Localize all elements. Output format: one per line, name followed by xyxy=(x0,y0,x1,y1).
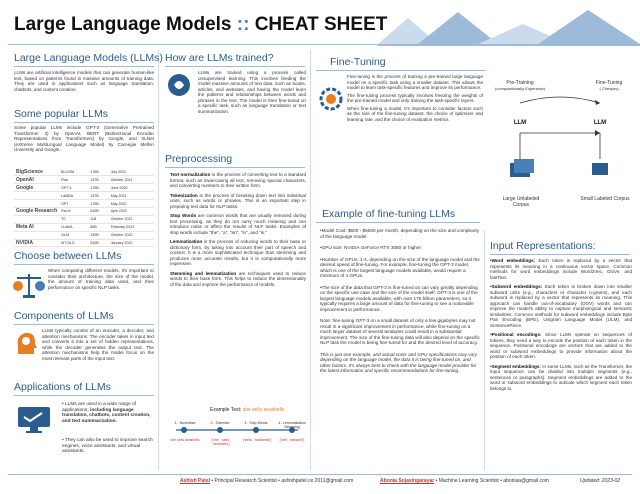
table-cell-org: Google xyxy=(14,184,59,192)
heading-underline xyxy=(490,254,630,255)
table-row xyxy=(14,192,154,200)
llm-right: LLM xyxy=(593,120,607,126)
author-2-link[interactable]: Abonia Sojasingarayar xyxy=(380,478,435,484)
popular-heading: Some popular LLMs xyxy=(14,108,108,120)
preprocessing-heading: Preprocessing xyxy=(165,153,233,165)
table-cell-org: NVIDIA xyxy=(14,239,59,247)
representations-heading: Input Representations: xyxy=(490,240,596,252)
table-cell-date: April 2022 xyxy=(109,207,154,215)
table-cell-model: GLM xyxy=(59,231,88,239)
heading-underline xyxy=(14,395,154,396)
table-cell-model: MT-NLG xyxy=(59,239,88,247)
step-4-value: ['sell', 'seashell'] xyxy=(279,438,305,442)
table-row xyxy=(14,231,154,239)
preprocessing-items xyxy=(170,172,306,287)
heading-underline xyxy=(14,122,154,123)
pre-item-2: Stop Words are common words that are usually removed during text processing, as they do not carry much meaning and can introduce noise or affect the results of NLP tasks. Examples of stop words include "the", "a", "an", "in", and "is." xyxy=(170,213,306,235)
table-cell-model: GPT-3 xyxy=(59,184,88,192)
rep-item-3: •Segment embeddings: In some LLMs, such as the Transformer, the input sequence can be divided into multiple segments (e.g., sentences or paragraphs). Segment embeddings are added to the word or subword embeddings to indicate which segment each token belongs to. xyxy=(490,363,632,391)
choose-body: When comparing different models, it's important to consider their architecture, the size of the model, the amount of training data used, and their performance on specific NLP tasks. xyxy=(48,268,154,290)
applications-bullet-1: • LLMs are used in a wide range of applications, including language translation, chatbots, content creation, and text summarization. xyxy=(62,402,151,424)
table-cell-model: LaMDA xyxy=(59,192,88,200)
author-1-link[interactable]: Ashish Patel xyxy=(180,478,211,484)
heading-underline xyxy=(316,222,480,223)
title-separator: :: xyxy=(236,14,250,35)
table-cell-params: 530B xyxy=(88,239,109,247)
footer-author-1: Ashish Patel • Principal Research Scientist • ashishpatel.ce.2011@gmail.com xyxy=(180,478,354,484)
table-cell-params: 175B xyxy=(88,184,109,192)
finetuning-flow-diagram xyxy=(500,95,620,205)
table-cell-params: 175B xyxy=(88,200,109,208)
pre-item-1: Tokenization is the process of breaking down text into individual units, such as words or phrases. This is an important step in preparing text data for NLP tasks. xyxy=(170,192,306,209)
column-divider xyxy=(158,50,159,470)
finetuning-diagram-label: Fine-Tuning ( Cheaper) xyxy=(595,80,623,91)
finetuning-text: Fine-tuning is the process of training a pre-trained large language model on a specific task using a smaller dataset. This allows the model to learn task-specific features and improve its performance. The fine-tuning process typically involves freezing the weights of the pre-trained model and only training the task-specific layers. When fine-tuning a model, it's important to consider factors such as the size of the fine-tuning dataset, the choice of optimizer and learning rate, and the choice of evaluation metrics. xyxy=(347,74,483,122)
table-cell-date: October 2022 xyxy=(109,231,154,239)
choose-heading: Choose between LLMs xyxy=(14,250,122,262)
corpus-left: Large Unlabeled Corpus xyxy=(502,196,540,208)
applications-bullet-2: • They can also be used to improve search engines, voice assistants, and virtual assistants. xyxy=(62,438,153,455)
table-row xyxy=(14,223,154,231)
gear-brain-icon xyxy=(318,86,344,112)
table-row xyxy=(14,184,154,192)
trained-heading: How are LLMs trained? xyxy=(165,52,274,64)
components-heading: Components of LLMs xyxy=(14,310,114,322)
step-4-label: 4 - Lemmatization Stemming xyxy=(278,421,306,429)
table-cell-org: Meta AI xyxy=(14,223,59,231)
table-row xyxy=(14,200,154,208)
step-1-label: 1 - Normalize xyxy=(174,421,196,425)
table-cell-org: Google Research xyxy=(16,208,58,215)
mountain-decoration xyxy=(378,4,640,48)
rep-item-0: •Word embeddings: Each token is replaced by a vector that represents its meaning in a continuous vector space. Common methods for word embeddings include Word2Vec, GloVe, and fastText. xyxy=(490,258,632,280)
table-cell-org xyxy=(14,200,59,208)
table-cell-date: June 2020 xyxy=(109,184,154,192)
step-3-label: 3 - Stop Words xyxy=(244,421,268,425)
step-2-value: ['she', 'sells', 'seashells'] xyxy=(211,438,231,446)
llms-heading: Large Language Models (LLMs) xyxy=(14,52,163,64)
table-cell-params: 176B xyxy=(88,168,109,176)
corpus-right: Small Labeled Corpus xyxy=(580,196,630,202)
footer-author-2: Abonia Sojasingarayar • Machine Learning Scientist • aboniaa@gmail.com xyxy=(380,478,549,484)
monitor-icon xyxy=(16,405,52,435)
heading-underline xyxy=(316,70,486,71)
pretraining-label: Pre-Training (computationally Expensive) xyxy=(494,80,546,91)
table-cell-date: October 2021 xyxy=(109,176,154,184)
table-cell-date: January 2022 xyxy=(109,239,154,247)
components-body: LLMs typically consist of an encoder, a decoder, and attention mechanisms. The encoder takes in input text and converts it into a set of hidden representations, while the decoder generates the output text. The attention mechanisms help the model focus on the most relevant parts of the input text. xyxy=(42,328,154,361)
column-divider xyxy=(310,50,311,470)
table-row xyxy=(14,215,154,223)
heading-underline xyxy=(14,66,154,67)
llm-left: LLM xyxy=(513,120,527,126)
table-cell-org xyxy=(14,231,59,239)
table-cell-model: PaLM xyxy=(59,207,88,215)
table-cell-date: July 2022 xyxy=(109,168,154,176)
representations-items xyxy=(490,258,632,391)
column-divider xyxy=(484,230,485,470)
pre-item-4: Stemming and lemmatization are techniques used to reduce words to their base form. This helps to reduce the dimensionality of the data and improve the performance of models. xyxy=(170,270,306,287)
table-cell-date: May 2021 xyxy=(109,192,154,200)
finetuning-heading: Fine-Tuning xyxy=(330,56,386,68)
heading-underline xyxy=(165,167,305,168)
rep-item-2: •Positional encodings: Since LLMs operate on sequences of tokens, they need a way to encode the position of each token in the sequence. Positional encodings are vectors that are added to the word or subword embeddings to provide information about the position of each token. xyxy=(490,332,632,359)
heading-underline xyxy=(165,66,305,67)
rep-item-1: •Subword embeddings: Each token is broken down into smaller subword units (e.g., characters or character n-grams), and each subword is replaced by a vector that represents its meaning. This approach can handle out-of-vocabulary (OOV) words and can improve the model's ability to capture morphological and semantic similarities. Common methods for subword embeddings include Byte Pair Encoding (BPE), Unigram Language Model (ULM), and SentencePiece. xyxy=(490,284,632,328)
heading-underline xyxy=(14,264,154,265)
scale-icon xyxy=(12,268,46,302)
heading-underline xyxy=(14,324,154,325)
trained-body: LLMs are trained using a process called unsupervised learning. This involves feeding the model massive amounts of text data, such as books, articles, and websites, and having the model learn the patterns and relationships between words and phrases in the text. The model is then fine-tuned on a specific task, such as language translation or text summarization. xyxy=(198,70,306,114)
step-1-value: she sells seashells xyxy=(170,438,200,442)
models-table xyxy=(14,168,154,247)
table-cell-model: Flan xyxy=(59,176,88,184)
applications-heading: Applications of LLMs xyxy=(14,381,111,393)
pre-item-3: Lemmatization is the process of reducing words to their base or dictionary form, by taking into account their part of speech and context. It is a more sophisticated technique than stemming and produces more accurate results, but it is computationally more expensive. xyxy=(170,239,306,266)
table-cell-model: BLOOM xyxy=(59,168,88,176)
table-cell-params: 65B xyxy=(88,223,109,231)
table-cell-org xyxy=(14,192,59,200)
example-heading: Example of fine-tuning LLMs xyxy=(322,208,456,220)
step-3-value: ['sells', 'seashells'] xyxy=(242,438,272,442)
table-cell-model: OPT xyxy=(59,200,88,208)
header-rule xyxy=(8,44,632,45)
table-cell-params: 137B xyxy=(88,192,109,200)
table-row xyxy=(14,176,154,184)
example-text-line: Example Text: she sells seashells xyxy=(210,407,285,413)
table-cell-date: February 2023 xyxy=(109,223,154,231)
table-row xyxy=(14,207,154,215)
updated-date: Updated: 2023-02 xyxy=(580,478,621,484)
table-cell-model: T0 xyxy=(59,215,88,223)
footer-rule xyxy=(8,474,632,475)
popular-body: Some popular LLMs include GPT-3 (Generative Pretrained Transformer 3) by OpenAI, BERT (Bidirectional Encoder Representations from Transformers) by Google, and XLNet (eXtreme MultiLingual Language Model) by Carnegie Mellon University and Google.. xyxy=(14,125,154,152)
table-cell-params: 130B xyxy=(88,231,109,239)
pre-item-0: Text normalization is the process of converting text to a standard format, such as lowercasing all text, removing special characters, and converting numbers to their written form. xyxy=(170,172,306,188)
page-title: Large Language Models :: CHEAT SHEET xyxy=(14,14,388,35)
table-cell-params: 540B xyxy=(88,207,109,215)
table-cell-date: October 2021 xyxy=(109,215,154,223)
table-cell-date: May 2022 xyxy=(109,200,154,208)
brain-icon xyxy=(166,72,192,98)
example-text: •Model Cost: $500 - $5000 per month, depending on the size and complexity of the language model •GPU size: NVIDIA GeForce RTX 3080 or higher •Number of GPUs: 1-4, depending on the size of the language model and the desired speed of fine-tuning. For example, fine-tuning the GPT-3 model, which is one of the largest language models available, would require a minimum of 4 GPUs. •The size of the data that GPT-3 is fine-tuned on can vary greatly depending on the specific use case and the size of the model itself. GPT-3 is one of the largest language models available, with over 175 billion parameters, so it typically requires a large amount of data for fine-tuning to see a noticeable improvement in performance. Note: fine-tuning GPT-3 on a small dataset of only a few gigabytes may not result in a significant improvement in performance, while fine-tuning on a much larger dataset of several terabytes could result in a substantial improvement. The size of the fine-tuning data will also depend on the specific NLP task the model is being fine-tuned for and the desired level of accuracy. This is just one example, and actual costs and GPU specifications may vary depending on the language model, the data it is being fine-tuned on, and other factors. It's always best to check with the language model provider for the latest information and specific recommendations for fine-tuning. xyxy=(320,228,480,373)
head-gears-icon xyxy=(14,330,38,356)
table-cell-org xyxy=(14,215,59,223)
table-cell-org: BigScience xyxy=(14,168,59,176)
table-row xyxy=(14,168,154,176)
step-2-label: 2 - Tokenize xyxy=(210,421,230,425)
table-cell-model: LLaMA xyxy=(59,223,88,231)
llms-body: LLMs are artificial intelligence models that can generate human-like text, based on patterns found in massive amounts of training data. They are used in applications such as language translation, chatbots, and content creation. xyxy=(14,70,154,92)
table-cell-params: 11B xyxy=(88,215,109,223)
table-cell-params: 137B xyxy=(88,176,109,184)
table-row xyxy=(14,239,154,247)
table-cell-org: OpenAI xyxy=(14,176,59,184)
